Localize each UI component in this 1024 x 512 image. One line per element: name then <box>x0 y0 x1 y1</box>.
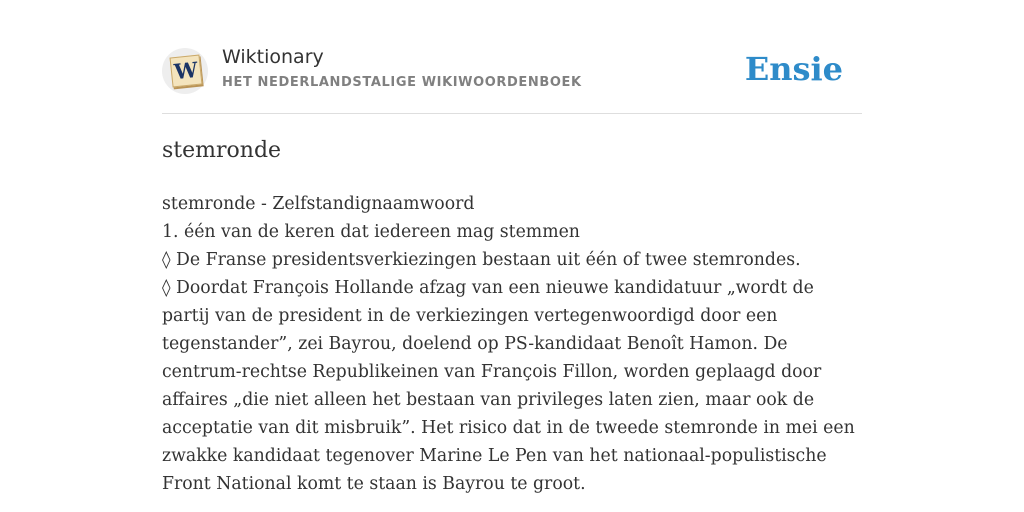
site-title[interactable]: Wiktionary <box>222 46 324 68</box>
sense-line: 1. één van de keren dat iedereen mag stemmen <box>162 222 580 242</box>
logo-letter: W <box>172 56 199 85</box>
header <box>162 0 862 114</box>
wiktionary-logo-icon[interactable] <box>162 48 208 94</box>
page-title: stemronde <box>162 138 282 163</box>
example-2: ◊ Doordat François Hollande afzag van een nieuwe kandidatuur „wordt de partij van de president in de verkiezingen vertegenwoordigd door een tegenstander”, zei Bayrou, doelend op PS-kandidaat Benoît Hamon. De centrum-rechtse Republikeinen van François Fillon, worden geplaagd door affaires „die niet alleen het bestaan van privileges laten zien, maar ook de acceptatie van dit misbruik”. Het risico dat in de tweede stemronde in mei een zwakke kandidaat tegenover Marine Le Pen van het nationaal-populistische Front National komt te staan is Bayrou te groot. <box>162 278 855 494</box>
example-1: ◊ De Franse presidentsverkiezingen bestaan uit één of twee stemrondes. <box>162 250 801 270</box>
part-of-speech-line: stemronde - Zelfstandignaamwoord <box>162 194 475 214</box>
ensie-brand-link[interactable]: Ensie <box>744 50 843 88</box>
definition-block <box>162 190 862 498</box>
logo-tile <box>170 55 203 88</box>
page-content <box>162 0 862 494</box>
site-subtitle: HET NEDERLANDSTALIGE WIKIWOORDENBOEK <box>222 75 582 90</box>
